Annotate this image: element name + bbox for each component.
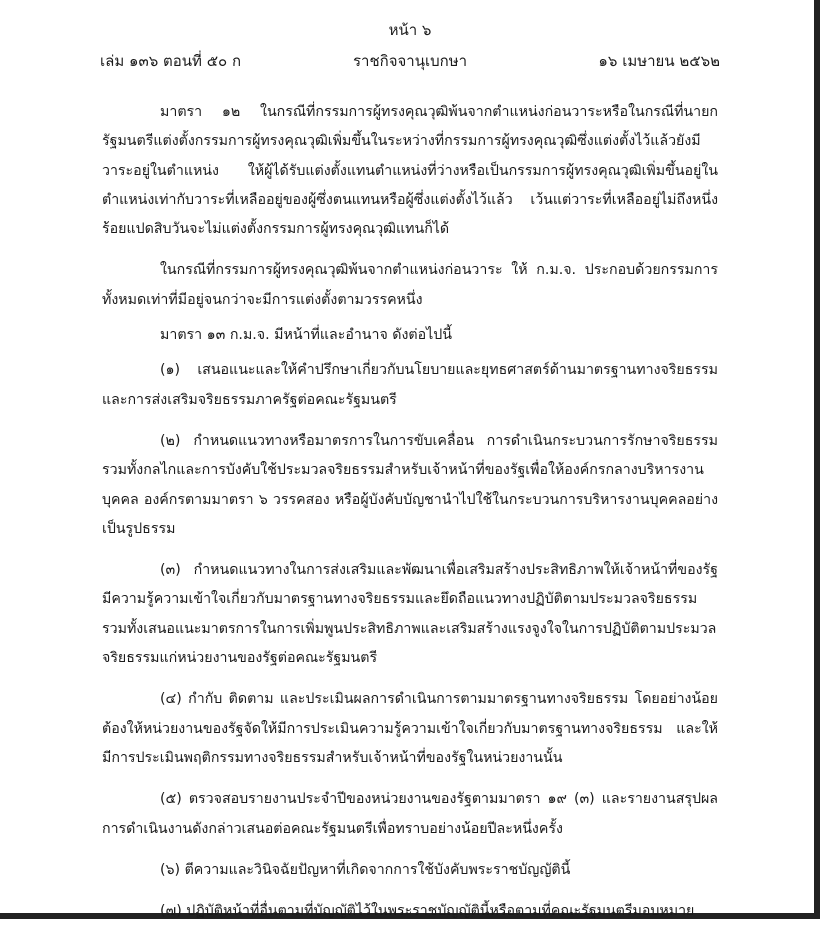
list-item-5: (๕) ตรวจสอบรายงานประจำปีของหน่วยงานของรัฐตามมาตรา ๑๙ (๓) และรายงานสรุปผลการดำเนินงานดังกล่าวเสนอต่อคณะรัฐมนตรีเพื่อทราบอย่างน้อยปีละหนึ่งครั้ง — [102, 791, 718, 837]
list-item-3: (๓) กำหนดแนวทางในการส่งเสริมและพัฒนาเพื่อเสริมสร้างประสิทธิภาพให้เจ้าหน้าที่ของรัฐมีความรู้ความเข้าใจเกี่ยวกับมาตรฐานทางจริยธรรมและยึดถือแนวทางปฏิบัติตามประมวลจริยธรรม รวมทั้งเสนอแนะมาตรการในการเพิ่มพูนประสิทธิภาพและเสริมสร้างแรงจูงใจในการปฏิบัติตามประมวลจริยธรรมแก่หน่วยงานของรัฐต่อคณะรัฐมนตรี — [102, 562, 718, 667]
volume-issue: เล่ม ๑๓๖ ตอนที่ ๕๐ ก — [100, 52, 242, 70]
paragraph-section-13: มาตรา ๑๓ ก.ม.จ. มีหน้าที่และอำนาจ ดังต่อไปนี้ — [160, 327, 453, 344]
document-body — [102, 98, 718, 938]
list-item-1: (๑) เสนอแนะและให้คำปรึกษาเกี่ยวกับนโยบายและยุทธศาสตร์ด้านมาตรฐานทางจริยธรรมและการส่งเสริมจริยธรรมภาครัฐต่อคณะรัฐมนตรี — [102, 362, 718, 408]
running-header — [100, 49, 720, 71]
paragraph-section-12: มาตรา ๑๒ ในกรณีที่กรรมการผู้ทรงคุณวุฒิพ้นจากตำแหน่งก่อนวาระหรือในกรณีที่นายกรัฐมนตรีแต่งตั้งกรรมการผู้ทรงคุณวุฒิเพิ่มขึ้นในระหว่างที่กรรมการผู้ทรงคุณวุฒิซึ่งแต่งตั้งไว้แล้วยังมีวาระอยู่ในตำแหน่ง ให้ผู้ได้รับแต่งตั้งแทนตำแหน่งที่ว่างหรือเป็นกรรมการผู้ทรงคุณวุฒิเพิ่มขึ้นอยู่ในตำแหน่งเท่ากับวาระที่เหลืออยู่ของผู้ซึ่งตนแทนหรือผู้ซึ่งแต่งตั้งไว้แล้ว เว้นแต่วาระที่เหลืออยู่ไม่ถึงหนึ่งร้อยแปดสิบวันจะไม่แต่งตั้งกรรมการผู้ทรงคุณวุฒิแทนก็ได้ — [102, 104, 718, 238]
list-item-6: (๖) ตีความและวินิจฉัยปัญหาที่เกิดจากการใช้บังคับพระราชบัญญัตินี้ — [160, 861, 571, 878]
publication-name: ราชกิจจานุเบกษา — [352, 52, 468, 70]
list-item-4: (๔) กำกับ ติดตาม และประเมินผลการดำเนินการตามมาตรฐานทางจริยธรรม โดยอย่างน้อยต้องให้หน่วยงานของรัฐจัดให้มีการประเมินความรู้ความเข้าใจเกี่ยวกับมาตรฐานทางจริยธรรม และให้มีการประเมินพฤติกรรมทางจริยธรรมสำหรับเจ้าหน้าที่ของรัฐในหน่วยงานนั้น — [102, 691, 718, 766]
page-number: หน้า ๖ — [388, 21, 432, 39]
paragraph-section-12-vacancy: ในกรณีที่กรรมการผู้ทรงคุณวุฒิพ้นจากตำแหน่งก่อนวาระ ให้ ก.ม.จ. ประกอบด้วยกรรมการทั้งหมดเท่าที่มีอยู่จนกว่าจะมีการแต่งตั้งตามวรรคหนึ่ง — [102, 262, 718, 308]
list-item-7: (๗) ปฏิบัติหน้าที่อื่นตามที่บัญญัติไว้ในพระราชบัญญัตินี้หรือตามที่คณะรัฐมนตรีมอบหมาย — [160, 903, 695, 920]
publication-date: ๑๖ เมษายน ๒๕๖๒ — [598, 52, 720, 70]
list-item-2: (๒) กำหนดแนวทางหรือมาตรการในการขับเคลื่อน การดำเนินกระบวนการรักษาจริยธรรมรวมทั้งกลไกและการบังคับใช้ประมวลจริยธรรมสำหรับเจ้าหน้าที่ของรัฐเพื่อให้องค์กรกลางบริหารงานบุคคล องค์กรตามมาตรา ๖ วรรคสอง หรือผู้บังคับบัญชานำไปใช้ในกระบวนการบริหารงานบุคคลอย่างเป็นรูปธรรม — [102, 432, 718, 537]
